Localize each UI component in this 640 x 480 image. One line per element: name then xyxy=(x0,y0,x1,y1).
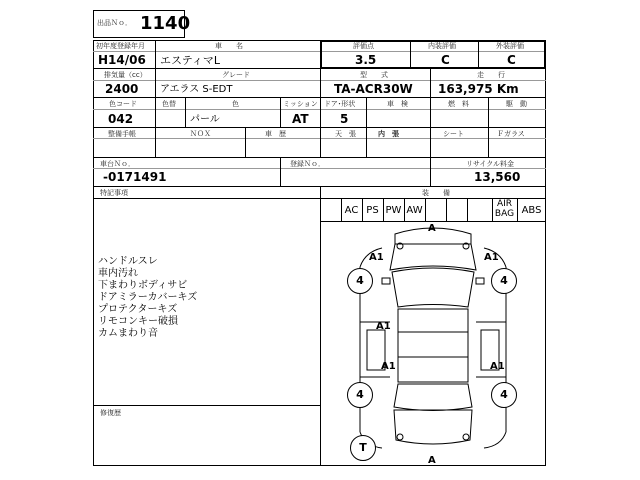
seat-label: シート xyxy=(443,130,464,138)
color-code-value: 042 xyxy=(108,112,134,126)
remark-line: プロテクターキズ xyxy=(98,304,178,315)
remark-line: カムまわり音 xyxy=(98,328,158,339)
left-side-damage: A1 xyxy=(376,321,391,332)
model-label: 型 式 xyxy=(360,71,388,79)
vehicle-diagram xyxy=(320,222,546,466)
mission-value: AT xyxy=(292,112,309,126)
regno-label: 登録Ｎｏ． xyxy=(290,160,325,168)
name-label: 車 名 xyxy=(215,42,243,50)
tire-front-left: 4 xyxy=(347,268,373,294)
spare-tire: T xyxy=(350,435,376,461)
rear-mark: A xyxy=(428,455,436,466)
tire-rear-left: 4 xyxy=(347,382,373,408)
right-front-damage: A1 xyxy=(484,252,499,263)
name-value: エスティマL xyxy=(160,54,221,67)
mileage-label: 走 行 xyxy=(477,71,505,79)
chassis-label: 車台Ｎｏ． xyxy=(100,160,135,168)
interior-trim-label: 内 張 xyxy=(378,130,399,138)
exterior-value: C xyxy=(507,53,516,67)
nox-label: ＮＯＸ xyxy=(190,130,211,138)
tire-rear-right: 4 xyxy=(491,382,517,408)
fglass-label: Ｆガラス xyxy=(497,130,525,138)
left-rear-damage: A1 xyxy=(381,361,396,372)
equip-ac: AC xyxy=(344,205,359,216)
remark-line: ハンドルスレ xyxy=(98,256,158,267)
displacement-label: 排気量（cc） xyxy=(104,71,147,79)
manual-label: 整備手帳 xyxy=(108,130,136,138)
lot-number: 1140 xyxy=(140,13,191,34)
front-mark: A xyxy=(428,223,436,234)
tire-front-right: 4 xyxy=(491,268,517,294)
equip-airbag: AIR BAG xyxy=(494,199,515,219)
recycle-label: リサイクル料金 xyxy=(466,160,515,168)
grade-value: アエラス S-EDT xyxy=(160,84,233,95)
score-value: 3.5 xyxy=(355,53,377,67)
interior-label: 内装評価 xyxy=(428,42,456,50)
reg-value: H14/06 xyxy=(98,53,146,67)
equip-ps: PS xyxy=(366,205,379,216)
score-label: 評価点 xyxy=(353,42,374,50)
fuel-label: 燃 料 xyxy=(448,100,469,108)
doors-label: ドア･形状 xyxy=(324,100,356,108)
inspection-label: 車 検 xyxy=(387,100,408,108)
grade-label: グレード xyxy=(222,71,250,79)
remarks-label: 特記事項 xyxy=(100,189,128,197)
remark-line: 下まわりボディサビ xyxy=(98,280,188,291)
history-label: 車 歴 xyxy=(265,130,286,138)
displacement-value: 2400 xyxy=(105,82,139,96)
equipment-label: 装 備 xyxy=(422,189,450,197)
left-front-damage: A1 xyxy=(369,252,384,263)
mission-label: ミッション xyxy=(283,100,318,108)
model-value: TA-ACR30W xyxy=(334,82,413,96)
drive-label: 駆 動 xyxy=(506,100,527,108)
roof-label: 天 張 xyxy=(335,130,356,138)
doors-value: 5 xyxy=(340,112,349,126)
remark-line: リモコンキー破損 xyxy=(98,316,178,327)
chassis-value: -0171491 xyxy=(103,170,167,184)
remark-line: ドアミラーカバーキズ xyxy=(98,292,198,303)
color-change-label: 色替 xyxy=(162,100,176,108)
color-value: パール xyxy=(190,114,220,125)
lot-label: 出品Ｎｏ． xyxy=(97,19,132,27)
right-rear-damage: A1 xyxy=(490,361,505,372)
equip-pw: PW xyxy=(385,205,402,216)
repair-label: 修復歴 xyxy=(100,409,121,417)
exterior-label: 外装評価 xyxy=(496,42,524,50)
color-code-label: 色コード xyxy=(109,100,137,108)
equip-abs: ABS xyxy=(521,205,542,216)
interior-value: C xyxy=(441,53,450,67)
reg-label: 初年度登録年月 xyxy=(96,42,145,50)
color-label: 色 xyxy=(232,100,239,108)
remark-line: 車内汚れ xyxy=(98,268,138,279)
mileage-value: 163,975 Km xyxy=(438,82,519,96)
equip-aw: AW xyxy=(406,205,423,216)
recycle-value: 13,560 xyxy=(474,170,521,184)
